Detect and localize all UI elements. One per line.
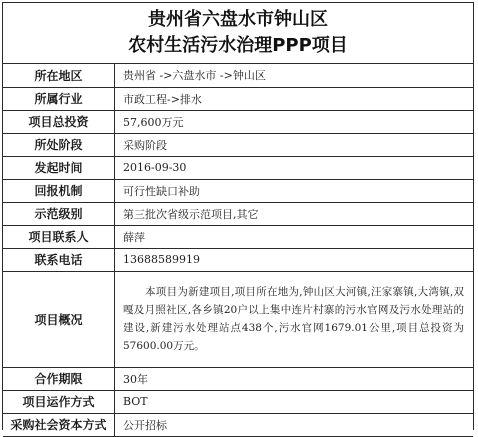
value-stage: 采购阶段 <box>115 133 474 156</box>
label-return-mechanism: 回报机制 <box>3 179 115 202</box>
row-industry <box>3 87 473 110</box>
label-operation-mode: 项目运作方式 <box>3 390 115 413</box>
value-overview: 本项目为新建项目,项目所在地为,钟山区大河镇,汪家寨镇,大湾镇,双嘎及月照社区,各乡镇20户以上集中连片村寨的污水官网及污水处理站的建设,新建污水处理站点438个,污水官网1679.01公里,项目总投资为57600.00万元。 <box>115 271 474 367</box>
row-phone <box>3 248 473 271</box>
row-return-mechanism <box>3 179 473 202</box>
label-phone: 联系电话 <box>3 248 115 271</box>
label-launch-date: 发起时间 <box>3 156 115 179</box>
label-stage: 所处阶段 <box>3 133 115 156</box>
title-line-1: 贵州省六盘水市钟山区 <box>148 9 328 30</box>
row-overview <box>3 271 473 367</box>
project-info-card <box>2 2 474 430</box>
value-industry: 市政工程->排水 <box>115 87 474 110</box>
label-overview: 项目概况 <box>3 271 115 367</box>
label-total-investment: 项目总投资 <box>3 110 115 133</box>
label-procurement-method: 采购社会资本方式 <box>3 413 115 436</box>
value-total-investment: 57,600万元 <box>115 110 474 133</box>
label-region: 所在地区 <box>3 64 115 87</box>
label-demo-level: 示范级别 <box>3 202 115 225</box>
row-operation-mode <box>3 390 473 413</box>
value-phone: 13688589919 <box>115 248 474 271</box>
label-term: 合作期限 <box>3 367 115 390</box>
title-line-2: 农村生活污水治理PPP项目 <box>128 35 348 56</box>
project-info-table <box>3 64 473 437</box>
value-demo-level: 第三批次省级示范项目,其它 <box>115 202 474 225</box>
row-procurement-method <box>3 413 473 436</box>
value-term: 30年 <box>115 367 474 390</box>
row-region <box>3 64 473 87</box>
value-region: 贵州省 ->六盘水市 ->钟山区 <box>115 64 474 87</box>
row-demo-level <box>3 202 473 225</box>
value-operation-mode: BOT <box>115 390 474 413</box>
row-term <box>3 367 473 390</box>
row-contact <box>3 225 473 248</box>
value-launch-date: 2016-09-30 <box>115 156 474 179</box>
value-contact: 薛萍 <box>115 225 474 248</box>
value-procurement-method: 公开招标 <box>115 413 474 436</box>
document-title <box>3 3 473 64</box>
row-total-investment <box>3 110 473 133</box>
row-stage <box>3 133 473 156</box>
label-contact: 项目联系人 <box>3 225 115 248</box>
label-industry: 所属行业 <box>3 87 115 110</box>
row-launch-date <box>3 156 473 179</box>
value-return-mechanism: 可行性缺口补助 <box>115 179 474 202</box>
